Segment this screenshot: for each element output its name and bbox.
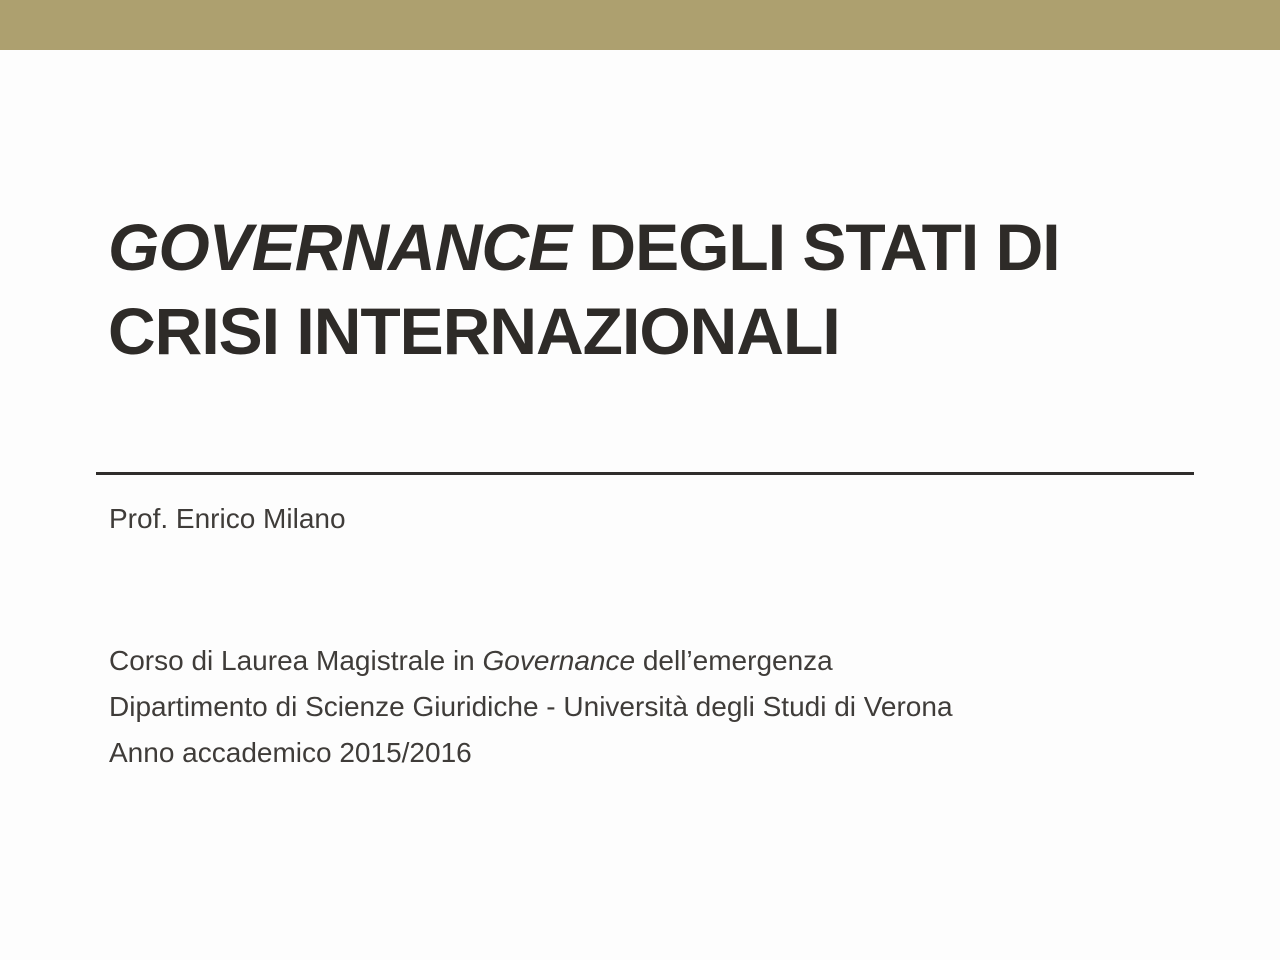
title-line1-rest: DEGLI STATI DI xyxy=(571,210,1060,284)
title-divider xyxy=(96,472,1194,475)
course-prefix: Corso di Laurea Magistrale in xyxy=(109,645,483,676)
department-line: Dipartimento di Scienze Giuridiche - Università degli Studi di Verona xyxy=(109,691,953,722)
course-line xyxy=(109,638,953,684)
course-details xyxy=(109,638,953,776)
course-italic: Governance xyxy=(482,645,636,676)
course-suffix: dell’emergenza xyxy=(635,645,833,676)
slide-title xyxy=(108,205,1208,373)
academic-year-line: Anno accademico 2015/2016 xyxy=(109,737,472,768)
title-italic-part: GOVERNANCE xyxy=(108,210,572,284)
presenter-name: Prof. Enrico Milano xyxy=(109,503,346,534)
title-line2: CRISI INTERNAZIONALI xyxy=(108,294,840,368)
accent-top-bar xyxy=(0,0,1280,50)
